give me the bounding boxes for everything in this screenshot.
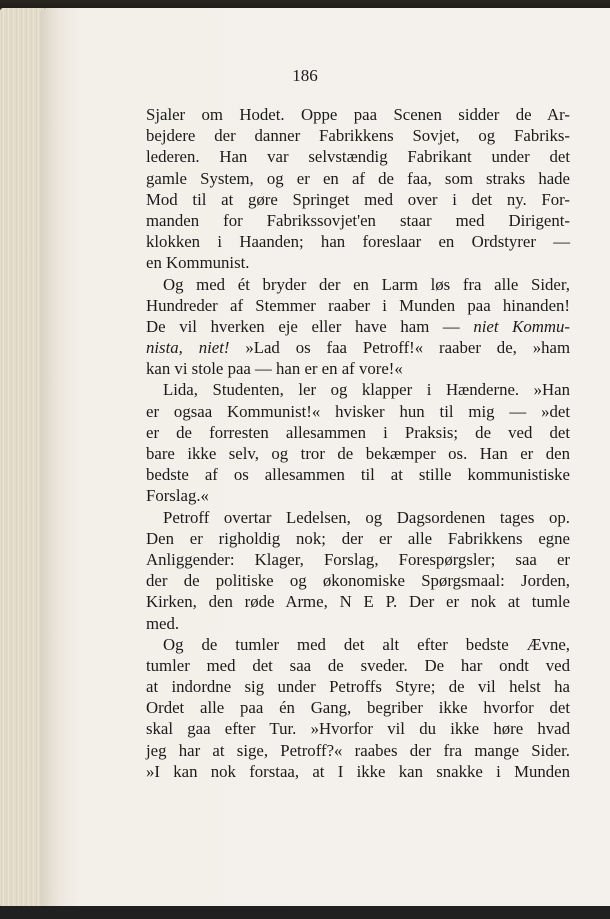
text-line: Mod til at gøre Springet med over i det ny. For- (146, 189, 570, 209)
body-text (146, 104, 570, 782)
text-line: jeg har at sige, Petroff?« raabes der fra mange Sider. (146, 740, 570, 760)
text-line: Den er righoldig nok; der er alle Fabrikkens egne (146, 528, 570, 548)
text-line: Lida, Studenten, ler og klapper i Hænderne. »Han (163, 380, 570, 400)
text-line: at indordne sig under Petroffs Styre; de vil helst ha (146, 677, 570, 697)
text-line: Sjaler om Hodet. Oppe paa Scenen sidder de Ar- (146, 105, 570, 124)
text-line: Hundreder af Stemmer raaber i Munden paa hinanden! (146, 295, 570, 315)
text-line: kan vi stole paa — han er en af vore!« (146, 359, 403, 379)
text-line: lederen. Han var selvstændig Fabrikant under det (146, 147, 570, 167)
text-line: klokken i Haanden; han foreslaar en Ordstyrer — (146, 232, 570, 252)
text-line: Anliggender: Klager, Forslag, Forespørgsler; saa er (146, 549, 570, 569)
text-line: skal gaa efter Tur. »Hvorfor vil du ikke høre hvad (146, 719, 570, 739)
text-line: Og de tumler med det alt efter bedste Ævne, (163, 634, 570, 654)
text-line: De vil hverken eje eller have ham — niet Kommu- (146, 316, 570, 336)
text-line: Forslag.« (146, 486, 209, 506)
scan-bottom-edge (0, 906, 610, 919)
text-line: gamle System, og er en af de faa, som straks hade (146, 168, 570, 188)
text-line: er de forresten allesammen i Praksis; de ved det (146, 422, 570, 442)
text-line: Kirken, den røde Arme, N E P. Der er nok at tumle (146, 592, 570, 612)
text-line: bejdere der danner Fabrikkens Sovjet, og Fabriks- (146, 126, 570, 146)
text-line: er ogsaa Kommunist!« hvisker hun til mig — »det (146, 401, 570, 421)
text-line: Ordet alle paa én Gang, begriber ikke hvorfor det (146, 698, 570, 718)
page-stack-edge (0, 8, 44, 908)
text-line: med. (146, 613, 180, 633)
text-line: »I kan nok forstaa, at I ikke kan snakke i Munden (146, 761, 570, 781)
text-line: der de politiske og økonomiske Spørgsmaal: Jorden, (146, 571, 570, 591)
page-number: 186 (292, 66, 318, 85)
text-line: manden for Fabrikssovjet'en staar med Dirigent- (146, 210, 570, 230)
text-line: Petroff overtar Ledelsen, og Dagsordenen tages op. (163, 507, 570, 527)
text-line: bare ikke selv, og tror de bekæmper os. Han er den (146, 444, 570, 463)
text-line: en Kommunist. (146, 253, 250, 273)
text-line: bedste af os allesammen til at stille kommunistiske (146, 465, 570, 485)
text-line: nista, niet! »Lad os faa Petroff!« raaber de, »ham (146, 338, 570, 358)
text-line: Og med ét bryder der en Larm løs fra alle Sider, (163, 274, 570, 294)
text-line: tumler med det saa de sveder. De har ondt ved (146, 655, 570, 675)
